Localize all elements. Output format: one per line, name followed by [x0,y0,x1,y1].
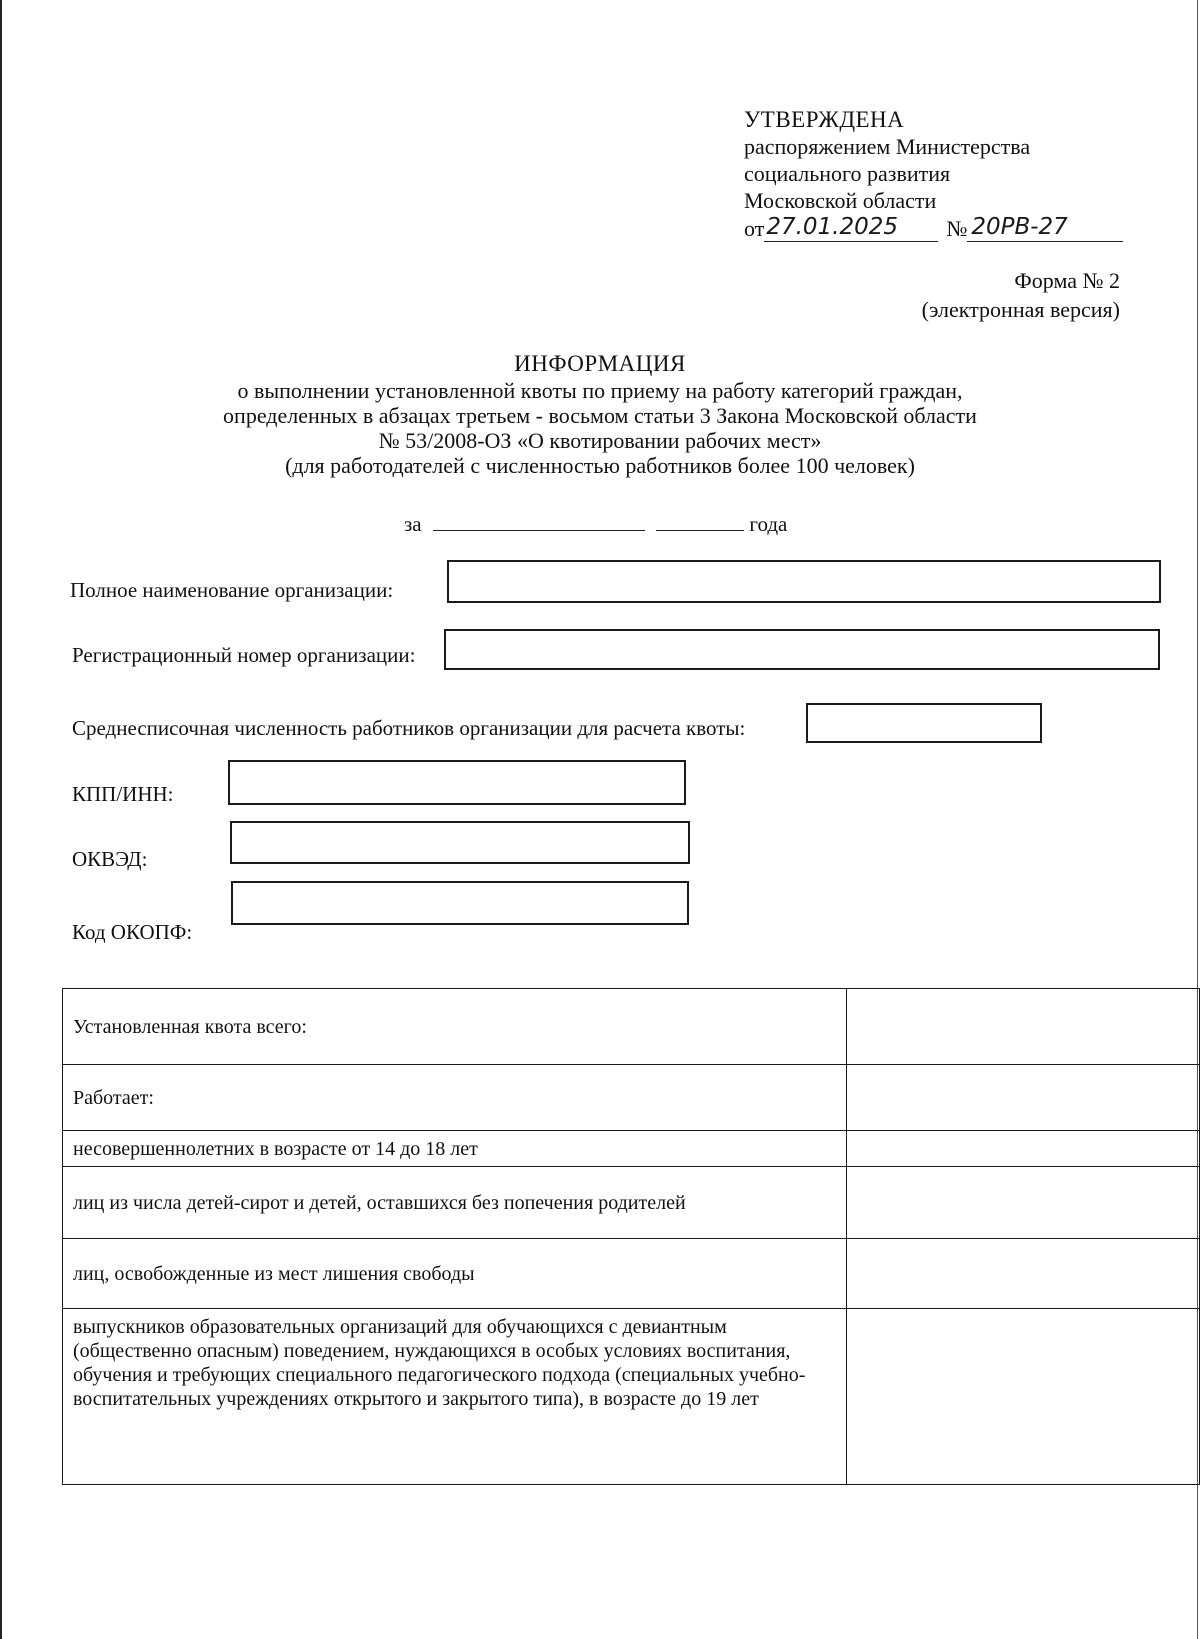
row-value-cell[interactable] [846,1167,1199,1239]
date-prefix: от [744,216,765,241]
period-prefix: за [404,512,422,536]
kpp-inn-label: КПП/ИНН: [72,782,174,806]
row-label: лиц из числа детей-сирот и детей, оставшихся без попечения родителей [63,1167,847,1239]
form-number: Форма № 2 [1014,268,1120,293]
full-name-label: Полное наименование организации: [70,578,394,602]
row-label: Работает: [63,1065,847,1131]
approval-line: распоряжением Министерства [744,134,1031,159]
period-line [404,510,787,537]
table-row [63,1065,1200,1131]
table-row [63,1167,1200,1239]
table-row [63,1239,1200,1309]
heading-line: (для работодателей с численностью работников более 100 человек) [285,453,915,478]
okopf-field[interactable] [231,881,689,925]
page-edge [0,0,2,1639]
approval-block [744,106,1123,242]
approval-date-line [744,214,1123,242]
row-value-cell[interactable] [846,1065,1199,1131]
row-label: выпускников образовательных организаций для обучающихся с девиантным (общественно опасным) поведением, нуждающихся в особых условиях воспитания, обучения и требующих специального педагогического подхода (специальных учебно-воспитательных учреждениях открытого и закрытого типа), в возрасте до 19 лет [63,1309,847,1485]
number-prefix: № [946,216,968,241]
kpp-inn-field[interactable] [228,760,686,805]
row-label: Установленная квота всего: [63,989,847,1065]
table-row [63,989,1200,1065]
form-number-block [922,266,1120,324]
row-value-cell[interactable] [846,1309,1199,1485]
form-version: (электронная версия) [921,297,1120,322]
approval-line: Московской области [744,188,937,213]
avg-headcount-label: Среднесписочная численность работников организации для расчета квоты: [72,716,746,740]
year-field[interactable] [656,510,744,531]
table-row [63,1131,1200,1167]
row-label: лиц, освобожденные из мест лишения свободы [63,1239,847,1309]
table-row [63,1309,1200,1485]
okopf-label: Код ОКОПФ: [72,920,193,944]
quota-table [62,988,1200,1485]
approval-line: социального развития [744,161,951,186]
row-value-cell[interactable] [846,989,1199,1065]
row-value-cell[interactable] [846,1239,1199,1309]
approval-title: УТВЕРЖДЕНА [744,107,905,132]
heading-line: № 53/2008-ОЗ «О квотировании рабочих мест» [378,428,822,453]
heading-line: определенных в абзацах третьем - восьмом статьи 3 Закона Московской области [223,403,977,428]
heading-line: о выполнении установленной квоты по приему на работу категорий граждан, [237,378,963,403]
okved-field[interactable] [230,821,690,864]
document-heading [0,350,1200,478]
reg-number-label: Регистрационный номер организации: [72,643,416,667]
handwritten-number: 20РВ-27 [967,214,1123,242]
period-suffix: года [749,512,788,536]
period-field[interactable] [433,510,645,531]
full-name-field[interactable] [447,560,1161,603]
avg-headcount-field[interactable] [806,703,1042,743]
handwritten-date: 27.01.2025 [764,214,938,242]
document-title: ИНФОРМАЦИЯ [514,351,686,376]
reg-number-field[interactable] [444,629,1160,670]
okved-label: ОКВЭД: [72,847,148,871]
row-label: несовершеннолетних в возрасте от 14 до 18 лет [63,1131,847,1167]
row-value-cell[interactable] [846,1131,1199,1167]
